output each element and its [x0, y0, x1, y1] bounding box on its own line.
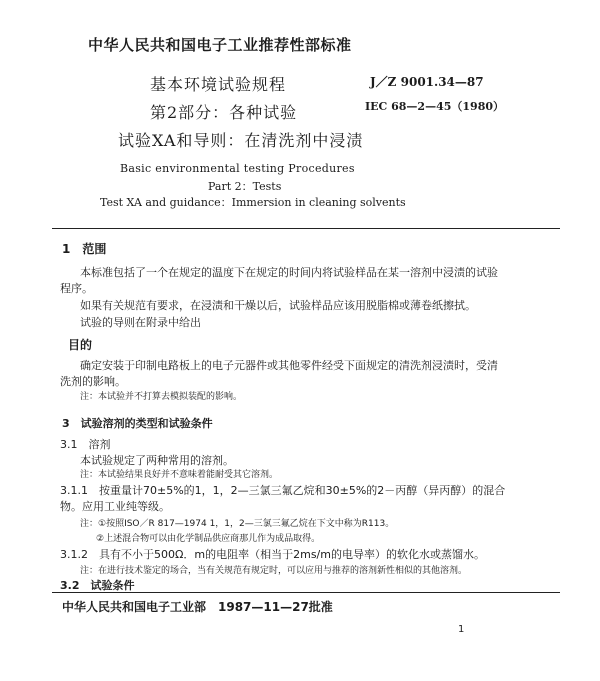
section-1-paragraph-2: 如果有关规范有要求，在浸渍和干燥以后，试验样品应该用脱脂棉或薄卷纸擦拭。: [80, 299, 476, 312]
footer-divider: [52, 592, 560, 593]
section-1-paragraph-1b: 程序。: [60, 282, 93, 295]
section-3-1-1-paragraph-a: 3.1.1 按重量计70±5%的1，1，2—三氯三氟乙烷和30±5%的2－丙醇（异丙醇）的混合: [60, 484, 506, 497]
english-title-line-3: Test XA and guidance：Immersion in cleaning solvents: [100, 196, 406, 209]
section-3-1-2-note: 注：在进行技术鉴定的场合，当有关规范有规定时，可以应用与推荐的溶剂新性相似的其他溶剂。: [80, 566, 468, 576]
title-line-3: 试验XA和导则：在清洗剂中浸渍: [118, 131, 364, 150]
section-2-paragraph-b: 洗剂的影响。: [60, 375, 126, 388]
title-line-2: 第2部分：各种试验: [150, 103, 298, 122]
english-title-line-2: Part 2：Tests: [208, 180, 282, 193]
section-3-1-1-note-1: 注：①按照ISO／R 817—1974 1，1，2—三氯三氟乙烷在下文中称为R113。: [80, 519, 395, 529]
section-3-2-heading: 3.2 试验条件: [60, 579, 135, 592]
section-1-paragraph-1a: 本标准包括了一个在规定的温度下在规定的时间内将试验样品在某一溶剂中浸渍的试验: [80, 266, 498, 279]
standard-code: J／Z 9001.34—87: [370, 75, 484, 89]
iec-code: IEC 68—2—45（1980）: [365, 100, 504, 113]
section-3-1-2-paragraph: 3.1.2 具有不小于500Ω．m的电阻率（相当于2ms/m的电导率）的软化水或蒸馏水。: [60, 548, 485, 561]
title-line-1: 基本环境试验规程: [150, 75, 287, 94]
section-2-note: 注：本试验并不打算去模拟装配的影响。: [80, 392, 243, 402]
section-3-1-note: 注：本试验结果良好并不意味着能耐受其它溶剂。: [80, 470, 279, 480]
standard-org-heading: 中华人民共和国电子工业推荐性部标准: [88, 36, 352, 54]
section-3-heading: 3 试验溶剂的类型和试验条件: [62, 417, 213, 430]
section-3-1-paragraph: 本试验规定了两种常用的溶剂。: [80, 454, 234, 467]
approval-line: 中华人民共和国电子工业部 1987—11—27批准: [62, 600, 333, 614]
header-divider: [52, 228, 560, 229]
section-3-1-heading: 3.1 溶剂: [60, 438, 111, 451]
section-2-heading: 目的: [68, 338, 93, 352]
english-title-line-1: Basic environmental testing Procedures: [120, 162, 355, 175]
section-1-heading: 1 范围: [62, 242, 107, 256]
section-3-1-1-paragraph-b: 物。应用工业纯等级。: [60, 500, 170, 513]
section-1-paragraph-3: 试验的导则在附录中给出: [80, 316, 201, 329]
section-3-1-1-note-2: ②上述混合物可以由化学制品供应商那儿作为成品取得。: [96, 534, 321, 544]
section-2-paragraph-a: 确定安装于印制电路板上的电子元器件或其他零件经受下面规定的清洗剂浸渍时，受清: [80, 359, 498, 372]
page-number: 1: [458, 624, 465, 635]
